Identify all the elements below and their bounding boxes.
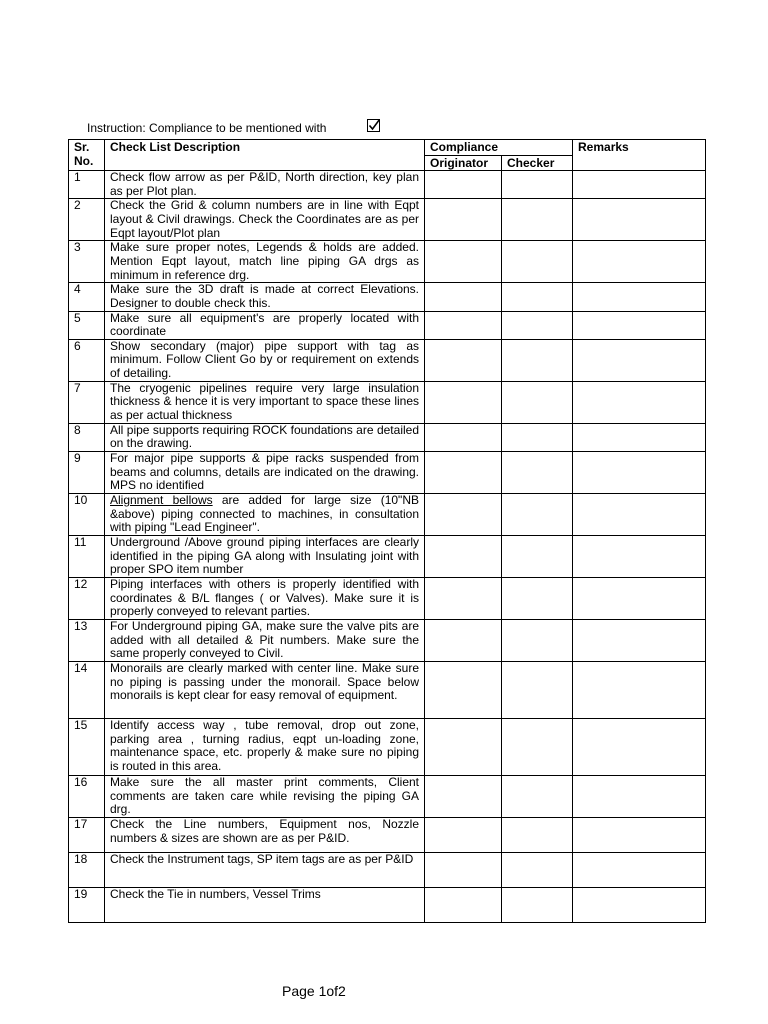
checker-cell[interactable] bbox=[502, 775, 573, 817]
row-number: 4 bbox=[69, 283, 105, 311]
originator-cell[interactable] bbox=[425, 718, 502, 775]
header-compliance: Compliance bbox=[425, 140, 573, 156]
row-description: Identify access way , tube removal, drop out zone, parking area , turning radius, eqpt un-loading zone, maintenance space, etc. properly & make sure no piping is routed in this area. bbox=[105, 718, 425, 775]
remarks-cell[interactable] bbox=[573, 171, 706, 199]
remarks-cell[interactable] bbox=[573, 423, 706, 451]
row-description: Check the Instrument tags, SP item tags are as per P&ID bbox=[105, 852, 425, 887]
remarks-cell[interactable] bbox=[573, 339, 706, 381]
row-number: 2 bbox=[69, 199, 105, 241]
row-description: Underground /Above ground piping interfaces are clearly identified in the piping GA along with Insulating joint with proper SPO item number bbox=[105, 535, 425, 577]
originator-cell[interactable] bbox=[425, 493, 502, 535]
remarks-cell[interactable] bbox=[573, 311, 706, 339]
row-description: Check flow arrow as per P&ID, North direction, key plan as per Plot plan. bbox=[105, 171, 425, 199]
checker-cell[interactable] bbox=[502, 852, 573, 887]
originator-cell[interactable] bbox=[425, 423, 502, 451]
row-number: 6 bbox=[69, 339, 105, 381]
row-number: 17 bbox=[69, 817, 105, 852]
checker-cell[interactable] bbox=[502, 311, 573, 339]
originator-cell[interactable] bbox=[425, 283, 502, 311]
remarks-cell[interactable] bbox=[573, 199, 706, 241]
row-description: All pipe supports requiring ROCK foundations are detailed on the drawing. bbox=[105, 423, 425, 451]
row-description: Check the Tie in numbers, Vessel Trims bbox=[105, 887, 425, 922]
header-sr-no: Sr. No. bbox=[69, 140, 105, 171]
checker-cell[interactable] bbox=[502, 171, 573, 199]
table-row bbox=[69, 577, 706, 619]
checker-cell[interactable] bbox=[502, 451, 573, 493]
table-row bbox=[69, 661, 706, 718]
table-row bbox=[69, 423, 706, 451]
row-number: 15 bbox=[69, 718, 105, 775]
originator-cell[interactable] bbox=[425, 661, 502, 718]
row-number: 3 bbox=[69, 241, 105, 283]
originator-cell[interactable] bbox=[425, 451, 502, 493]
originator-cell[interactable] bbox=[425, 852, 502, 887]
checker-cell[interactable] bbox=[502, 887, 573, 922]
header-description: Check List Description bbox=[105, 140, 425, 171]
table-row bbox=[69, 339, 706, 381]
page-number: Page 1of2 bbox=[282, 983, 346, 999]
table-row bbox=[69, 451, 706, 493]
remarks-cell[interactable] bbox=[573, 535, 706, 577]
checkbox-checked-icon bbox=[367, 119, 380, 132]
row-description: Make sure all equipment's are properly located with coordinate bbox=[105, 311, 425, 339]
remarks-cell[interactable] bbox=[573, 577, 706, 619]
row-description: Monorails are clearly marked with center line. Make sure no piping is passing under the monorail. Space below monorails is kept clear for easy removal of equipment. bbox=[105, 661, 425, 718]
originator-cell[interactable] bbox=[425, 241, 502, 283]
remarks-cell[interactable] bbox=[573, 887, 706, 922]
row-description: Check the Line numbers, Equipment nos, Nozzle numbers & sizes are shown are as per P&ID. bbox=[105, 817, 425, 852]
row-description: Make sure the 3D draft is made at correct Elevations. Designer to double check this. bbox=[105, 283, 425, 311]
originator-cell[interactable] bbox=[425, 887, 502, 922]
header-remarks: Remarks bbox=[573, 140, 706, 171]
underlined-term: Alignment bellows bbox=[110, 492, 213, 507]
originator-cell[interactable] bbox=[425, 171, 502, 199]
row-number: 7 bbox=[69, 381, 105, 423]
remarks-cell[interactable] bbox=[573, 283, 706, 311]
checker-cell[interactable] bbox=[502, 535, 573, 577]
remarks-cell[interactable] bbox=[573, 241, 706, 283]
row-description: For major pipe supports & pipe racks suspended from beams and columns, details are indicated on the drawing. MPS no identified bbox=[105, 451, 425, 493]
remarks-cell[interactable] bbox=[573, 775, 706, 817]
row-description: The cryogenic pipelines require very large insulation thickness & hence it is very important to space these lines as per actual thickness bbox=[105, 381, 425, 423]
row-number: 14 bbox=[69, 661, 105, 718]
originator-cell[interactable] bbox=[425, 535, 502, 577]
row-number: 1 bbox=[69, 171, 105, 199]
remarks-cell[interactable] bbox=[573, 619, 706, 661]
checker-cell[interactable] bbox=[502, 817, 573, 852]
row-number: 5 bbox=[69, 311, 105, 339]
row-description: For Underground piping GA, make sure the valve pits are added with all detailed & Pit numbers. Make sure the same properly conveyed to Civil. bbox=[105, 619, 425, 661]
header-originator: Originator bbox=[425, 155, 502, 171]
originator-cell[interactable] bbox=[425, 619, 502, 661]
row-number: 19 bbox=[69, 887, 105, 922]
table-row bbox=[69, 817, 706, 852]
row-description bbox=[105, 493, 425, 535]
checker-cell[interactable] bbox=[502, 577, 573, 619]
table-row bbox=[69, 241, 706, 283]
row-number: 18 bbox=[69, 852, 105, 887]
remarks-cell[interactable] bbox=[573, 451, 706, 493]
table-row bbox=[69, 283, 706, 311]
originator-cell[interactable] bbox=[425, 577, 502, 619]
checker-cell[interactable] bbox=[502, 718, 573, 775]
row-number: 10 bbox=[69, 493, 105, 535]
checker-cell[interactable] bbox=[502, 339, 573, 381]
description-text: are added for large size (10"NB &above) piping connected to machines, in consultation with piping "Lead Engineer". bbox=[110, 492, 419, 535]
row-description: Show secondary (major) pipe support with tag as minimum. Follow Client Go by or requirement on extends of detailing. bbox=[105, 339, 425, 381]
remarks-cell[interactable] bbox=[573, 493, 706, 535]
checker-cell[interactable] bbox=[502, 241, 573, 283]
table-row bbox=[69, 887, 706, 922]
table-row bbox=[69, 619, 706, 661]
row-number: 13 bbox=[69, 619, 105, 661]
table-row bbox=[69, 493, 706, 535]
table-row bbox=[69, 535, 706, 577]
header-checker: Checker bbox=[502, 155, 573, 171]
originator-cell[interactable] bbox=[425, 775, 502, 817]
row-description: Make sure proper notes, Legends & holds are added. Mention Eqpt layout, match line piping GA drgs as minimum in reference drg. bbox=[105, 241, 425, 283]
row-description: Check the Grid & column numbers are in line with Eqpt layout & Civil drawings. Check the Coordinates are as per Eqpt layout/Plot plan bbox=[105, 199, 425, 241]
table-row bbox=[69, 381, 706, 423]
remarks-cell[interactable] bbox=[573, 718, 706, 775]
checker-cell[interactable] bbox=[502, 283, 573, 311]
checker-cell[interactable] bbox=[502, 199, 573, 241]
row-description: Piping interfaces with others is properly identified with coordinates & B/L flanges ( or Valves). Make sure it is properly conveyed to relevant parties. bbox=[105, 577, 425, 619]
originator-cell[interactable] bbox=[425, 381, 502, 423]
checker-cell[interactable] bbox=[502, 619, 573, 661]
table-row bbox=[69, 199, 706, 241]
remarks-cell[interactable] bbox=[573, 661, 706, 718]
checker-cell[interactable] bbox=[502, 423, 573, 451]
table-row bbox=[69, 171, 706, 199]
row-description: Make sure the all master print comments, Client comments are taken care while revising the piping GA drg. bbox=[105, 775, 425, 817]
table-row bbox=[69, 852, 706, 887]
table-row bbox=[69, 718, 706, 775]
originator-cell[interactable] bbox=[425, 199, 502, 241]
row-number: 16 bbox=[69, 775, 105, 817]
checker-cell[interactable] bbox=[502, 661, 573, 718]
remarks-cell[interactable] bbox=[573, 852, 706, 887]
originator-cell[interactable] bbox=[425, 817, 502, 852]
remarks-cell[interactable] bbox=[573, 381, 706, 423]
checklist-table bbox=[68, 139, 706, 923]
row-number: 8 bbox=[69, 423, 105, 451]
row-number: 9 bbox=[69, 451, 105, 493]
row-number: 11 bbox=[69, 535, 105, 577]
remarks-cell[interactable] bbox=[573, 817, 706, 852]
checker-cell[interactable] bbox=[502, 381, 573, 423]
checker-cell[interactable] bbox=[502, 493, 573, 535]
originator-cell[interactable] bbox=[425, 311, 502, 339]
instruction-text: Instruction: Compliance to be mentioned with bbox=[87, 121, 327, 135]
row-number: 12 bbox=[69, 577, 105, 619]
table-row bbox=[69, 311, 706, 339]
originator-cell[interactable] bbox=[425, 339, 502, 381]
table-row bbox=[69, 775, 706, 817]
